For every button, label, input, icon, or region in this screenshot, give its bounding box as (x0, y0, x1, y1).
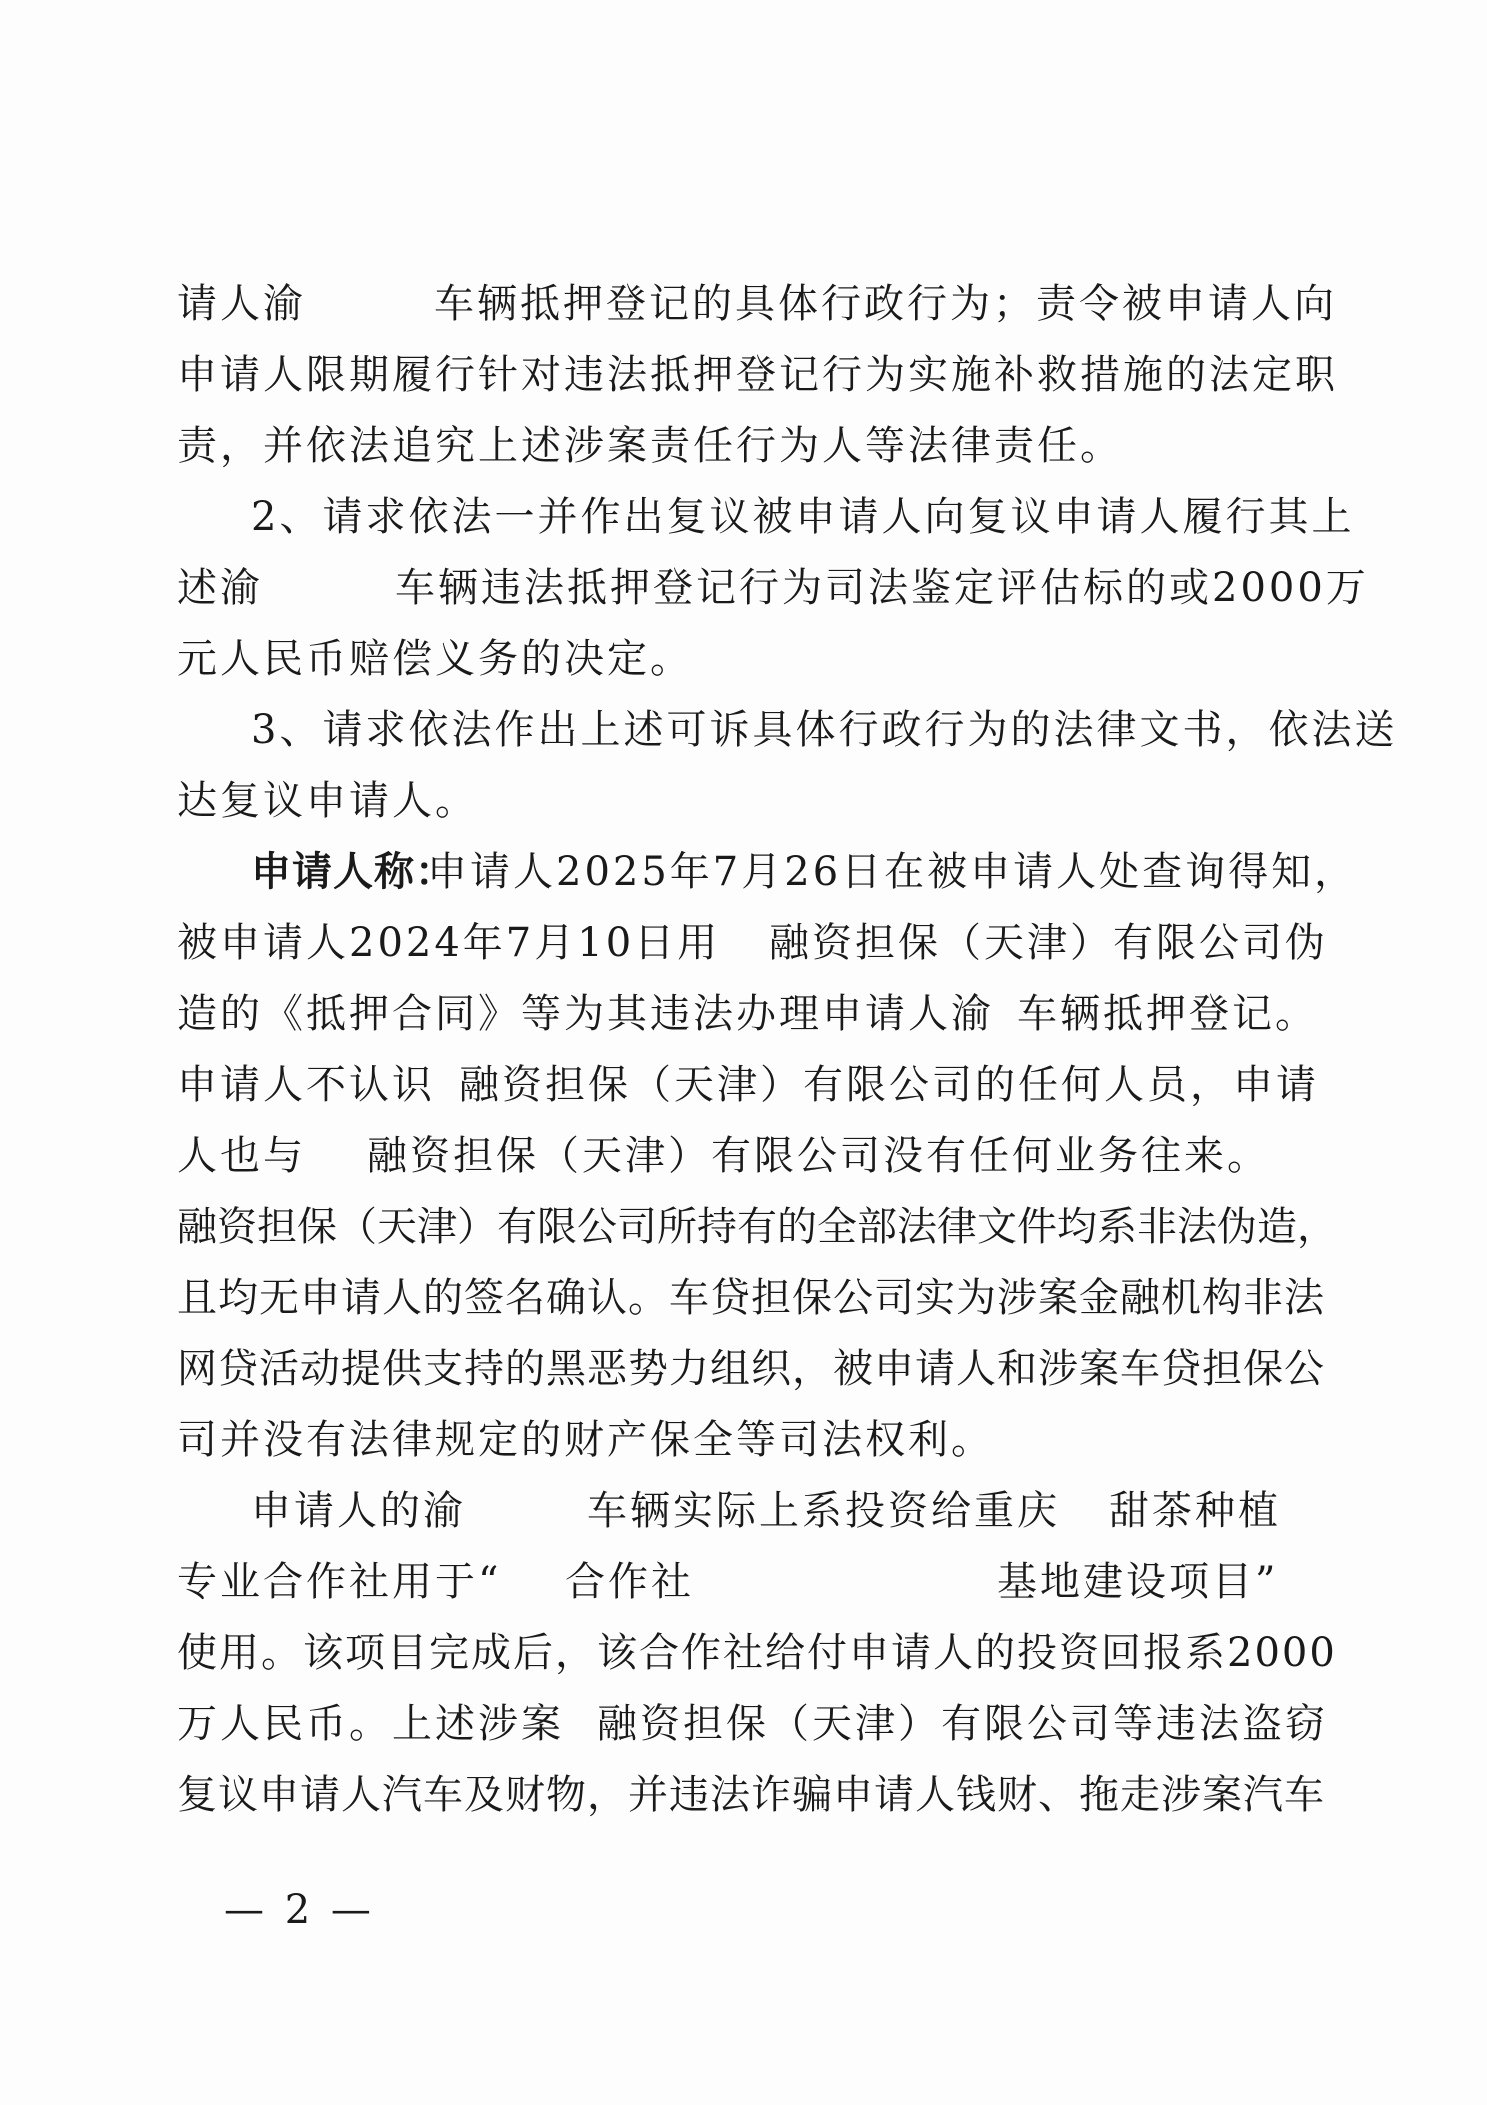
page-number: — 2 — (224, 1887, 375, 1933)
text-segment: 责，并依法追究上述涉案责任行为人等法律责任。 (177, 423, 1123, 469)
text-segment: 车辆实际上系投资给重庆 (587, 1488, 1060, 1534)
text-segment: 达复议申请人。 (177, 778, 478, 824)
text-segment: 申请人2025年7月26日在被申请人处查询得知， (427, 849, 1358, 895)
text-segment: 述渝 (177, 565, 263, 611)
text-segment: 网贷活动提供支持的黑恶势力组织，被申请人和涉案车贷担保公 (177, 1346, 1325, 1392)
text-segment: 车辆抵押登记的具体行政行为；责令被申请人向 (434, 281, 1337, 327)
text-segment: 司并没有法律规定的财产保全等司法权利。 (177, 1417, 994, 1463)
text-segment: 复议申请人汽车及财物，并违法诈骗申请人钱财、拖走涉案汽车 (177, 1772, 1325, 1818)
text-segment: 车辆违法抵押登记行为司法鉴定评估标的或2000万 (395, 565, 1369, 611)
text-segment: 申请人限期履行针对违法抵押登记行为实施补救措施的法定职 (177, 352, 1338, 398)
text-segment: 基地建设项目” (997, 1559, 1279, 1605)
section-label: 申请人称： (251, 849, 456, 895)
text-segment: 融资担保（天津）有限公司伪 (769, 920, 1328, 966)
text-segment: 融资担保（天津）有限公司的任何人员，申请 (459, 1062, 1319, 1108)
text-segment: 2、请求依法一并作出复议被申请人向复议申请人履行其上 (251, 494, 1355, 540)
text-segment: 万人民币。上述涉案 (177, 1701, 564, 1747)
text-segment: 融资担保（天津）有限公司等违法盗窃 (597, 1701, 1328, 1747)
text-segment: 使用。该项目完成后，该合作社给付申请人的投资回报系2000 (177, 1630, 1337, 1676)
text-segment: 造的《抵押合同》等为其违法办理申请人渝 (177, 991, 994, 1037)
text-segment: 人也与 (177, 1133, 306, 1179)
text-segment: 3、请求依法作出上述可诉具体行政行为的法律文书，依法送 (251, 707, 1398, 753)
text-segment: 甜茶种植 (1109, 1488, 1281, 1534)
text-segment: 专业合作社用于“ (177, 1559, 502, 1605)
text-segment: 且均无申请人的签名确认。车贷担保公司实为涉案金融机构非法 (177, 1275, 1325, 1321)
text-segment: 融资担保（天津）有限公司所持有的全部法律文件均系非法伪造， (177, 1204, 1337, 1250)
text-segment: 申请人不认识 (177, 1062, 435, 1108)
text-segment: 元人民币赔偿义务的决定。 (177, 636, 693, 682)
text-segment: 车辆抵押登记。 (1017, 991, 1318, 1037)
text-segment: 被申请人2024年7月10日用 (177, 920, 721, 966)
text-segment: 申请人的渝 (251, 1488, 466, 1534)
text-segment: 请人渝 (177, 281, 306, 327)
text-segment: 合作社 (565, 1559, 694, 1605)
text-segment: 融资担保（天津）有限公司没有任何业务往来。 (367, 1133, 1270, 1179)
